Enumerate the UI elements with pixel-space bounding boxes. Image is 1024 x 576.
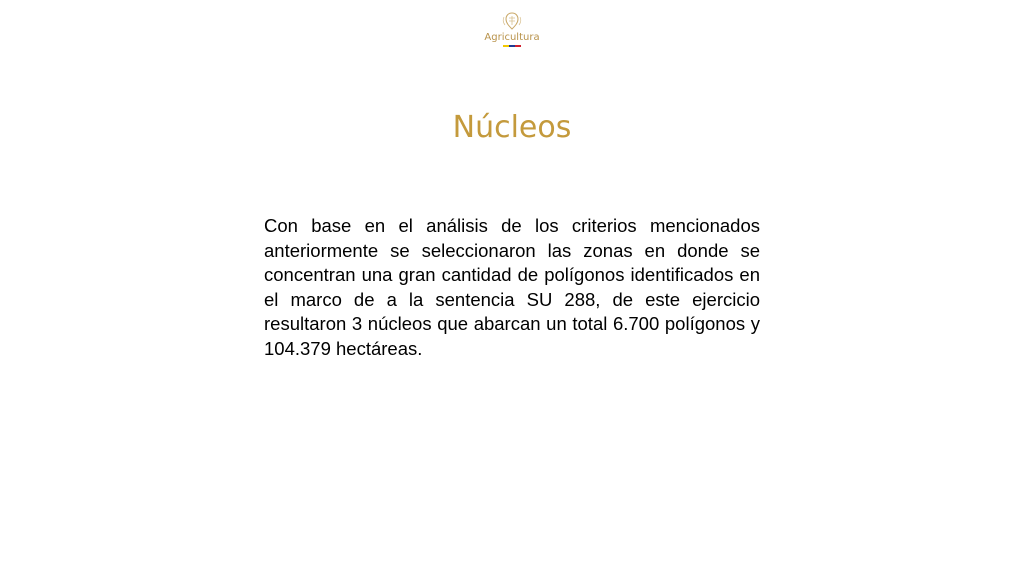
slide-body-text: Con base en el análisis de los criterios mencionados anteriormente se seleccionaron las zonas en donde se concentran una gran cantidad de polígonos identificados en el marco de a la sentencia SU 288, de este ejercicio resultaron 3 núcleos que abarcan un total 6.700 polígonos y 104.379 hectáreas. [264,215,760,359]
slide-title: Núcleos [452,110,572,145]
flag-stripe [476,45,548,47]
logo-label: Agricultura [484,32,540,43]
coat-of-arms-icon [501,12,523,32]
agricultura-logo [476,12,548,54]
